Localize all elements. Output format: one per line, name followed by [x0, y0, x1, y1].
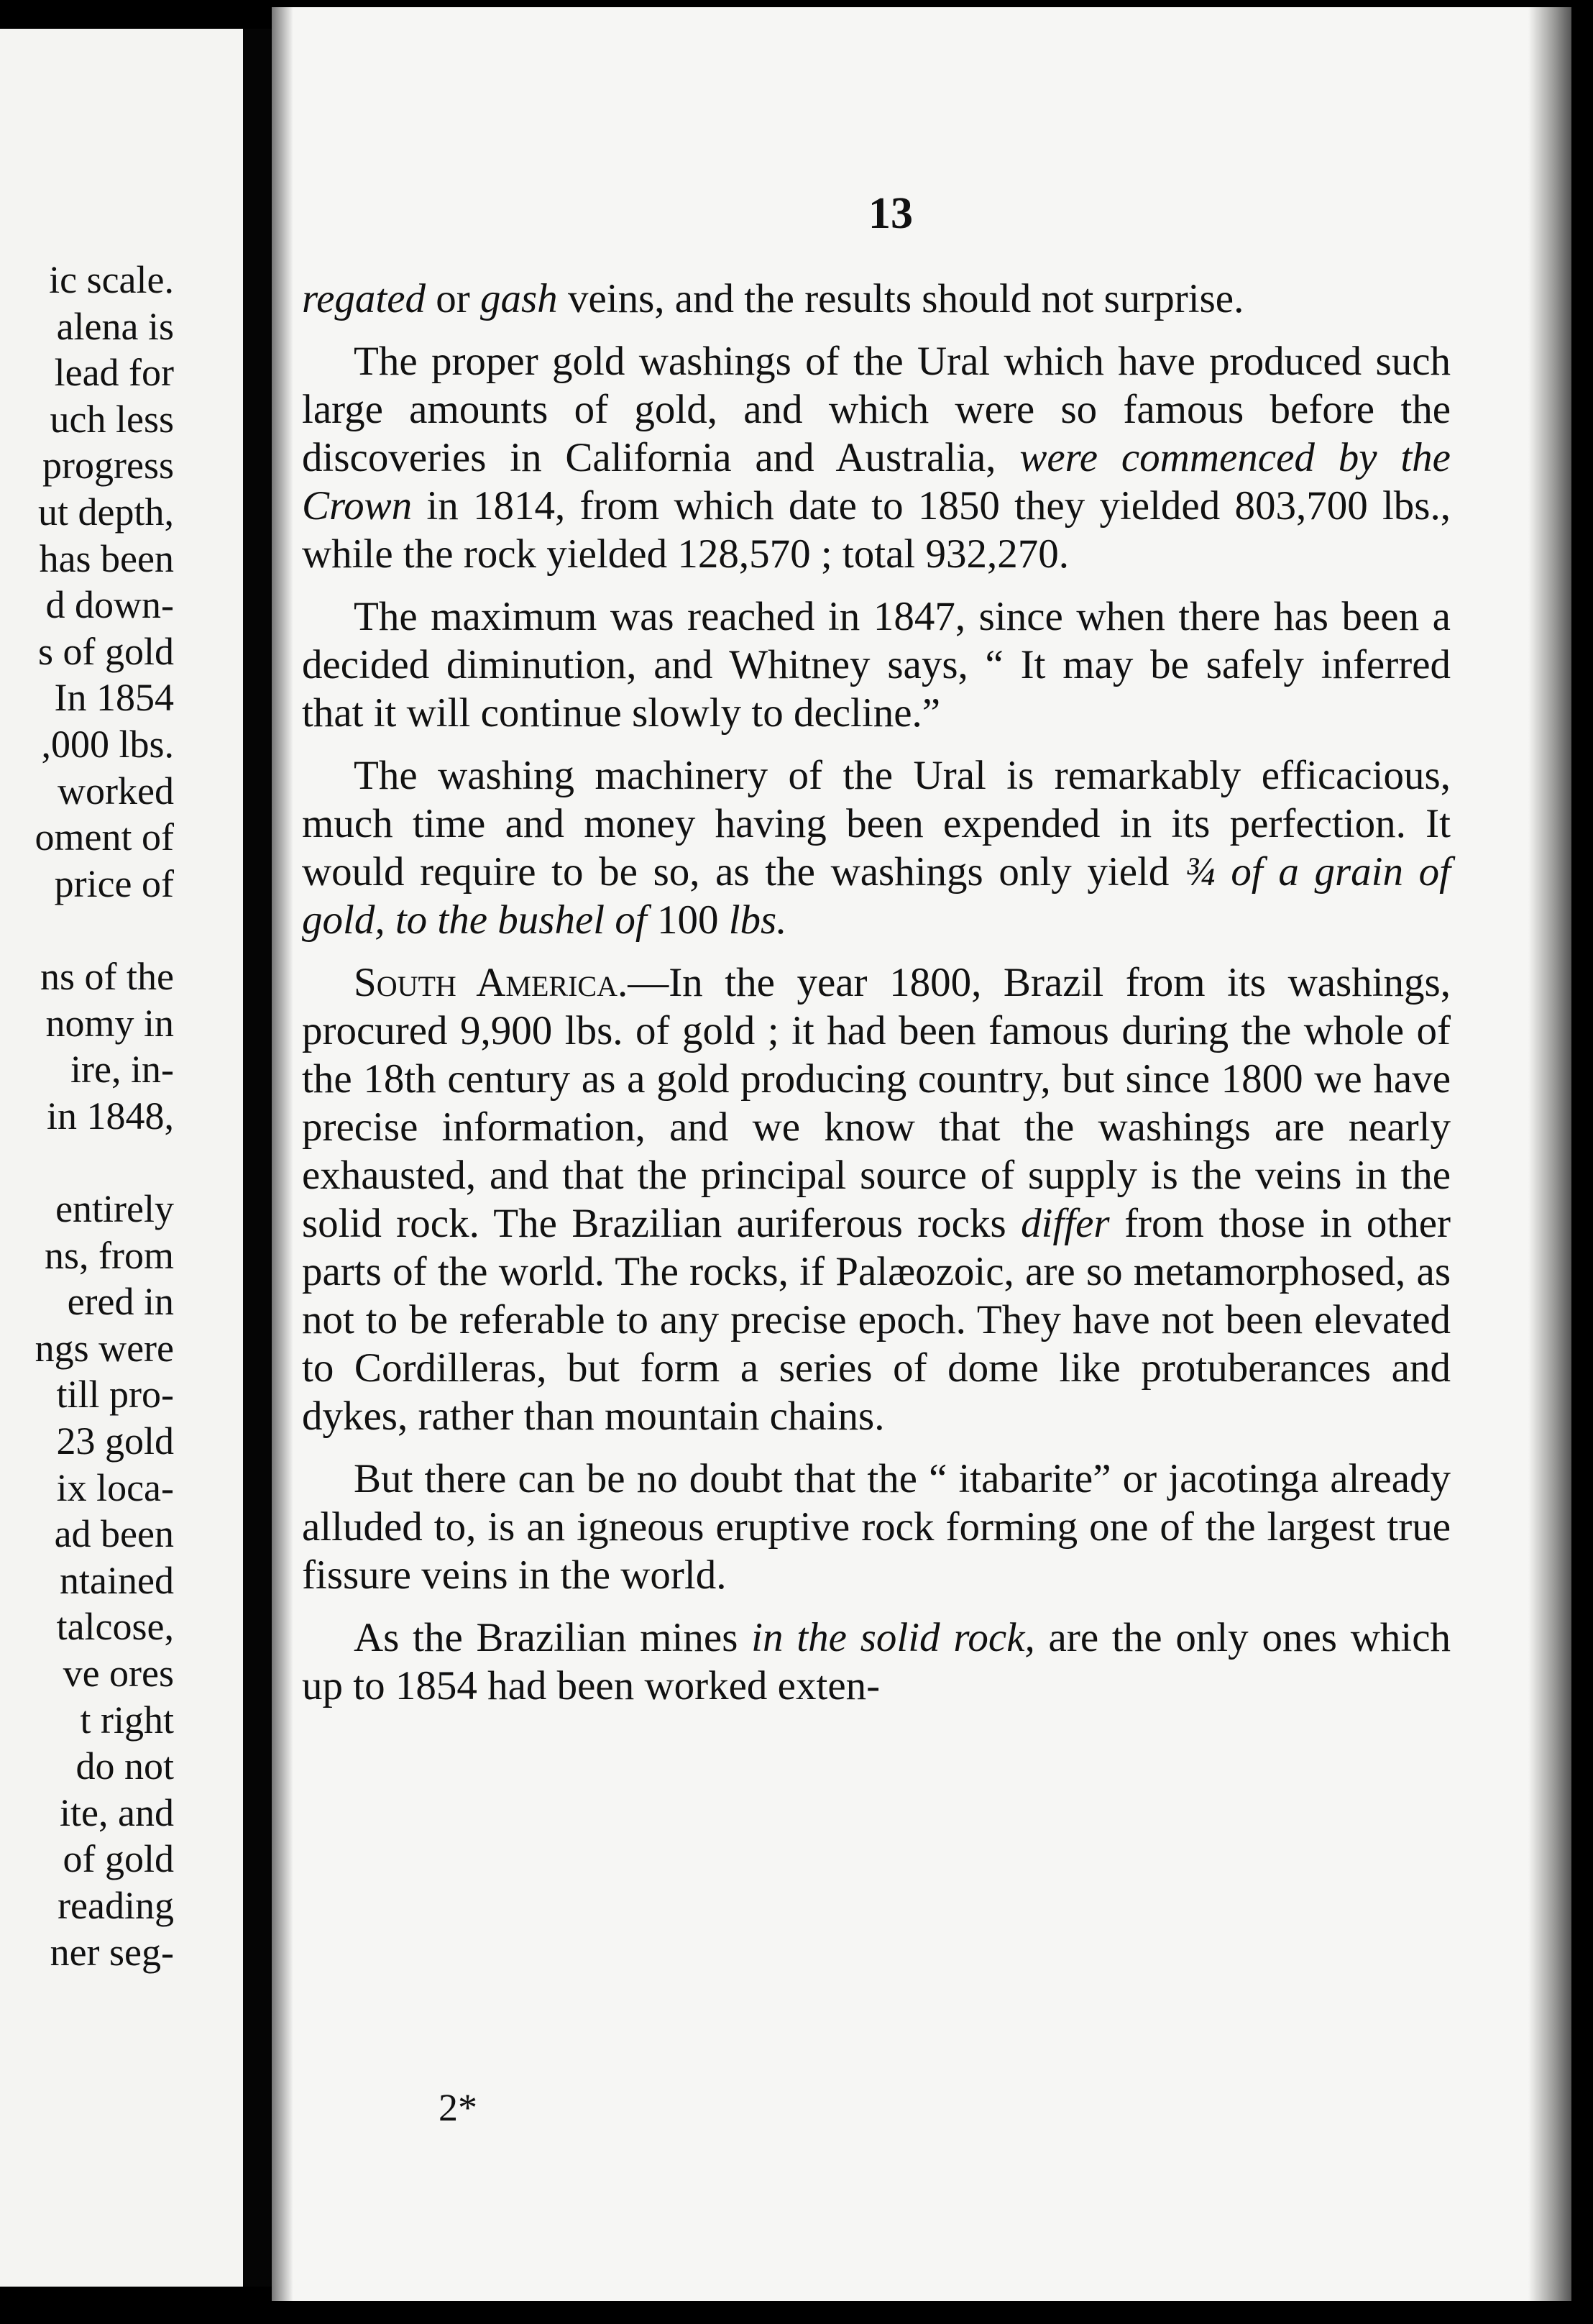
- left-page-line: of gold: [63, 1837, 174, 1881]
- previous-page-fragment: [0, 29, 243, 2287]
- left-page-line: has been: [39, 536, 174, 580]
- left-page-line: ve ores: [63, 1652, 174, 1695]
- text-run: in 1814, from which date to 1850 they yielded 803,700 lbs., while the rock yielded 128,570 ; total 932,270.: [302, 483, 1451, 577]
- left-page-line: ad been: [54, 1512, 174, 1556]
- left-page-line: talcose,: [56, 1605, 174, 1649]
- text-run: The maximum was reached in 1847, since when there has been a decided diminution, and Whitney says, “ It may be safely inferred that it will continue slowly to decline.”: [302, 594, 1451, 736]
- small-caps-heading: South America.: [354, 960, 628, 1005]
- left-page-line: t right: [80, 1698, 174, 1742]
- left-page-line: do not: [75, 1744, 174, 1788]
- page-body-text: [302, 275, 1451, 1724]
- left-page-line: uch less: [50, 397, 174, 441]
- text-run: or: [426, 276, 480, 321]
- left-page-line: 23 gold: [56, 1419, 174, 1463]
- left-page-line: alena is: [56, 304, 174, 348]
- left-page-line: In 1854: [54, 676, 174, 720]
- text-run: The washing machinery of the Ural is remarkably efficacious, much time and money having been expended in its perfection. It would require to be so, as the washings only yield: [302, 753, 1451, 895]
- text-run: As the Brazilian mines: [354, 1615, 752, 1660]
- text-run: But there can be no doubt that the “ itabarite” or jacotinga already alluded to, is an igneous eruptive rock forming one of the largest true fissure veins in the world.: [302, 1456, 1451, 1598]
- left-page-line: in 1848,: [46, 1094, 174, 1138]
- left-page-line: ered in: [67, 1280, 174, 1324]
- left-page-line: ns of the: [40, 955, 174, 998]
- left-page-line: ,000 lbs.: [41, 723, 174, 766]
- left-page-line: nomy in: [45, 1001, 174, 1045]
- text-run: veins, and the results should not surprise.: [557, 276, 1244, 321]
- paragraph: [302, 337, 1451, 578]
- left-page-line: price of: [54, 861, 174, 905]
- page-edge: [1528, 7, 1571, 2301]
- current-page: [272, 7, 1571, 2301]
- left-page-line: progress: [42, 444, 174, 488]
- italic-text: differ: [1021, 1201, 1110, 1246]
- left-page-line: lead for: [54, 351, 174, 395]
- left-page-line: ntained: [60, 1558, 174, 1602]
- left-page-line: worked: [58, 769, 174, 813]
- left-page-line: till pro-: [56, 1373, 174, 1417]
- italic-text: in the solid rock,: [751, 1615, 1035, 1660]
- italic-text: gash: [480, 276, 558, 321]
- italic-text: ¾ of a grain of gold, to the bushel of: [302, 849, 1451, 943]
- paragraph: [302, 959, 1451, 1440]
- left-page-line: d down-: [45, 583, 174, 627]
- text-run: —In the year 1800, Brazil from its washings, procured 9,900 lbs. of gold ; it had been famous during the whole of the 18th century as a gold producing country, but since 1800 we have precise information, and we know that the washings are nearly exhausted, and that the principal source of supply is the veins in the solid rock. The Brazilian auriferous rocks: [302, 960, 1451, 1246]
- paragraph: [302, 1455, 1451, 1599]
- text-run: from those in other parts of the world. The rocks, if Palæozoic, are so metamorphosed, as not to be referable to any precise epoch. They have not been elevated to Cordilleras, but form a series of dome like protuberances and dykes, rather than mountain chains.: [302, 1201, 1451, 1439]
- paragraph: [302, 275, 1451, 323]
- left-page-line: s of gold: [38, 629, 174, 673]
- left-page-line: ire, in-: [70, 1048, 174, 1092]
- left-page-line: ite, and: [60, 1790, 174, 1834]
- text-run: are the only ones which up to 1854 had been worked exten-: [302, 1615, 1451, 1708]
- book-gutter: [243, 29, 272, 2287]
- left-page-line: entirely: [55, 1187, 174, 1230]
- left-page-line: ic scale.: [49, 258, 174, 301]
- italic-text: were commenced by the Crown: [302, 435, 1451, 529]
- paragraph: [302, 1614, 1451, 1710]
- left-page-line: ix loca-: [56, 1465, 174, 1509]
- italic-text: regated: [302, 276, 426, 321]
- left-page-line: reading: [58, 1884, 174, 1927]
- text-run: 100: [646, 897, 729, 943]
- left-page-line: oment of: [35, 815, 174, 859]
- left-page-line: ner seg-: [50, 1930, 174, 1974]
- signature-mark: 2*: [439, 2086, 477, 2129]
- left-page-line: ut depth,: [38, 490, 174, 534]
- left-page-line: ns, from: [45, 1233, 174, 1277]
- text-run: The proper gold washings of the Ural which have produced such large amounts of gold, and which were so famous before the discoveries in California and Australia,: [302, 339, 1451, 480]
- paragraph: [302, 751, 1451, 944]
- left-page-line: ngs were: [35, 1326, 174, 1370]
- italic-text: lbs.: [728, 897, 787, 943]
- paragraph: [302, 593, 1451, 737]
- page-number: 13: [868, 189, 913, 238]
- spine-shadow: [272, 7, 293, 2301]
